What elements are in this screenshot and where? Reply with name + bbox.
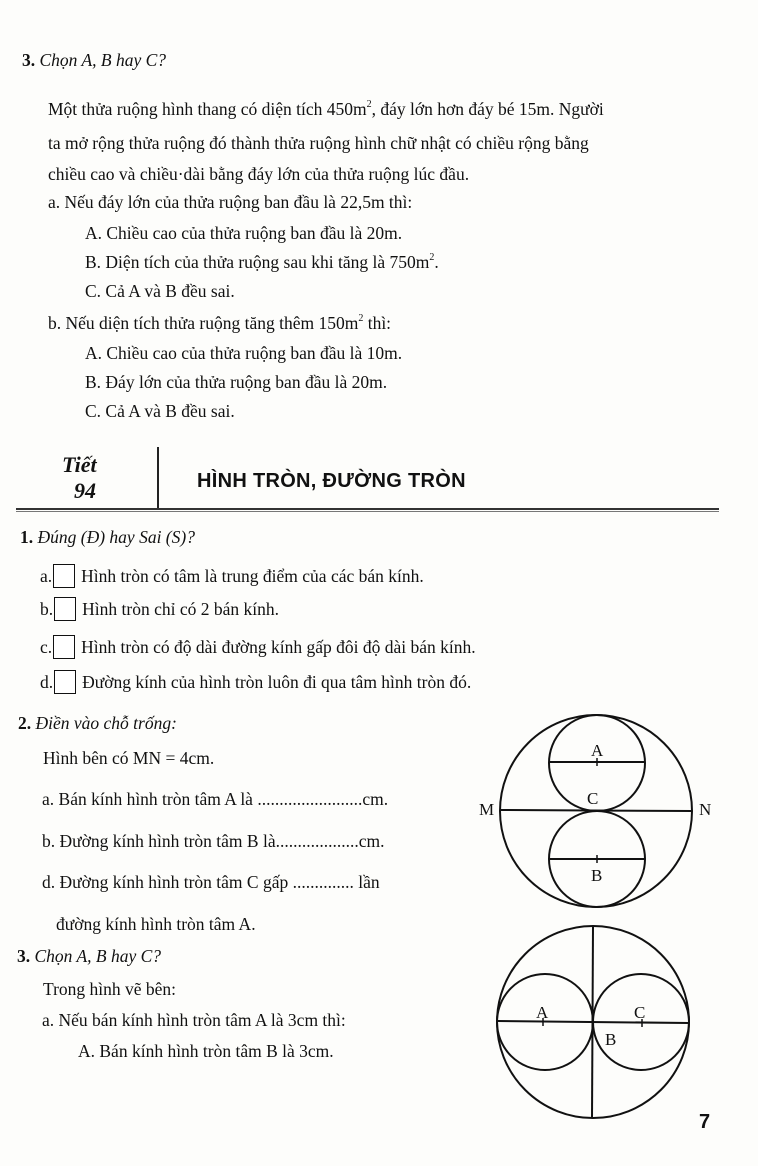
item-text: Hình tròn có tâm là trung điểm của các bán kính. xyxy=(81,566,424,587)
question-title: Chọn A, B hay C? xyxy=(39,50,167,70)
item-letter: d. xyxy=(40,672,54,693)
exercise-number: 3. xyxy=(17,946,31,966)
problem-line-3: chiều cao và chiều·dài bằng đáy lớn của thửa ruộng lúc đầu. xyxy=(48,164,470,184)
exercise-2-given: Hình bên có MN = 4cm. xyxy=(43,748,215,768)
text: . xyxy=(434,252,439,272)
item-text: Đường kính của hình tròn luôn đi qua tâm hình tròn đó. xyxy=(82,672,472,693)
exercise-2-item-b[interactable]: b. Đường kính hình tròn tâm B là...................cm. xyxy=(42,831,385,851)
part-a-option-c: C. Cả A và B đều sai. xyxy=(85,281,235,301)
label-c: C xyxy=(587,789,599,808)
text: thì: xyxy=(363,313,392,333)
lesson-number: 94 xyxy=(74,478,96,503)
lesson-label: Tiết xyxy=(62,452,97,477)
text: b. Nếu diện tích thửa ruộng tăng thêm 150m xyxy=(48,313,359,333)
item-letter: c. xyxy=(40,637,53,658)
text: , đáy lớn hơn đáy bé 15m. Người xyxy=(371,99,604,119)
exercise-2-item-a[interactable]: a. Bán kính hình tròn tâm A là ........................cm. xyxy=(42,789,389,809)
item-text: Hình tròn có độ dài đường kính gấp đôi độ dài bán kính. xyxy=(81,637,476,658)
exercise-title: Điền vào chỗ trống: xyxy=(35,713,177,733)
page-number: 7 xyxy=(699,1111,711,1133)
text: Một thửa ruộng hình thang có diện tích 450m xyxy=(48,99,367,119)
part-b-option-b: B. Đáy lớn của thửa ruộng ban đầu là 20m. xyxy=(85,372,388,392)
item-text: Hình tròn chỉ có 2 bán kính. xyxy=(82,599,279,620)
exercise-number: 2. xyxy=(18,713,32,733)
part-a-option-a: A. Chiều cao của thửa ruộng ban đầu là 20m. xyxy=(85,223,403,243)
label-n: N xyxy=(699,800,712,819)
question-number: 3. xyxy=(22,50,36,70)
lesson-title: HÌNH TRÒN, ĐƯỜNG TRÒN xyxy=(197,470,466,492)
label-b: B xyxy=(605,1030,617,1049)
item-letter: a. xyxy=(40,566,53,587)
label-m: M xyxy=(479,800,495,819)
label-a: A xyxy=(536,1003,549,1022)
label-c: C xyxy=(634,1003,646,1022)
superscript: 2 xyxy=(358,313,364,325)
part-a-prompt: a. Nếu đáy lớn của thửa ruộng ban đầu là 22,5m thì: xyxy=(48,192,413,212)
exercise-title: Chọn A, B hay C? xyxy=(34,946,162,966)
text: B. Diện tích của thửa ruộng sau khi tăng là 750m xyxy=(85,252,430,272)
superscript: 2 xyxy=(429,252,435,264)
exercise-number: 1. xyxy=(20,527,34,547)
superscript: 2 xyxy=(366,99,372,111)
exercise-2-item-d[interactable]: d. Đường kính hình tròn tâm C gấp .............. lần xyxy=(42,872,380,892)
exercise-3-intro: Trong hình vẽ bên: xyxy=(43,979,177,999)
exercise-title: Đúng (Đ) hay Sai (S)? xyxy=(37,527,195,547)
exercise-3-part-a: a. Nếu bán kính hình tròn tâm A là 3cm thì: xyxy=(42,1010,346,1030)
item-letter: b. xyxy=(40,599,54,620)
exercise-2-item-d-cont: đường kính hình tròn tâm A. xyxy=(56,914,256,934)
part-b-option-c: C. Cả A và B đều sai. xyxy=(85,401,235,421)
exercise-3-option-a: A. Bán kính hình tròn tâm B là 3cm. xyxy=(78,1041,334,1061)
problem-line-2: ta mở rộng thửa ruộng đó thành thửa ruộng hình chữ nhật có chiều rộng bằng xyxy=(48,133,589,153)
label-a: A xyxy=(591,741,604,760)
vertical-diameter xyxy=(592,926,593,1118)
label-b: B xyxy=(591,866,603,885)
part-b-option-a: A. Chiều cao của thửa ruộng ban đầu là 10m. xyxy=(85,343,403,363)
